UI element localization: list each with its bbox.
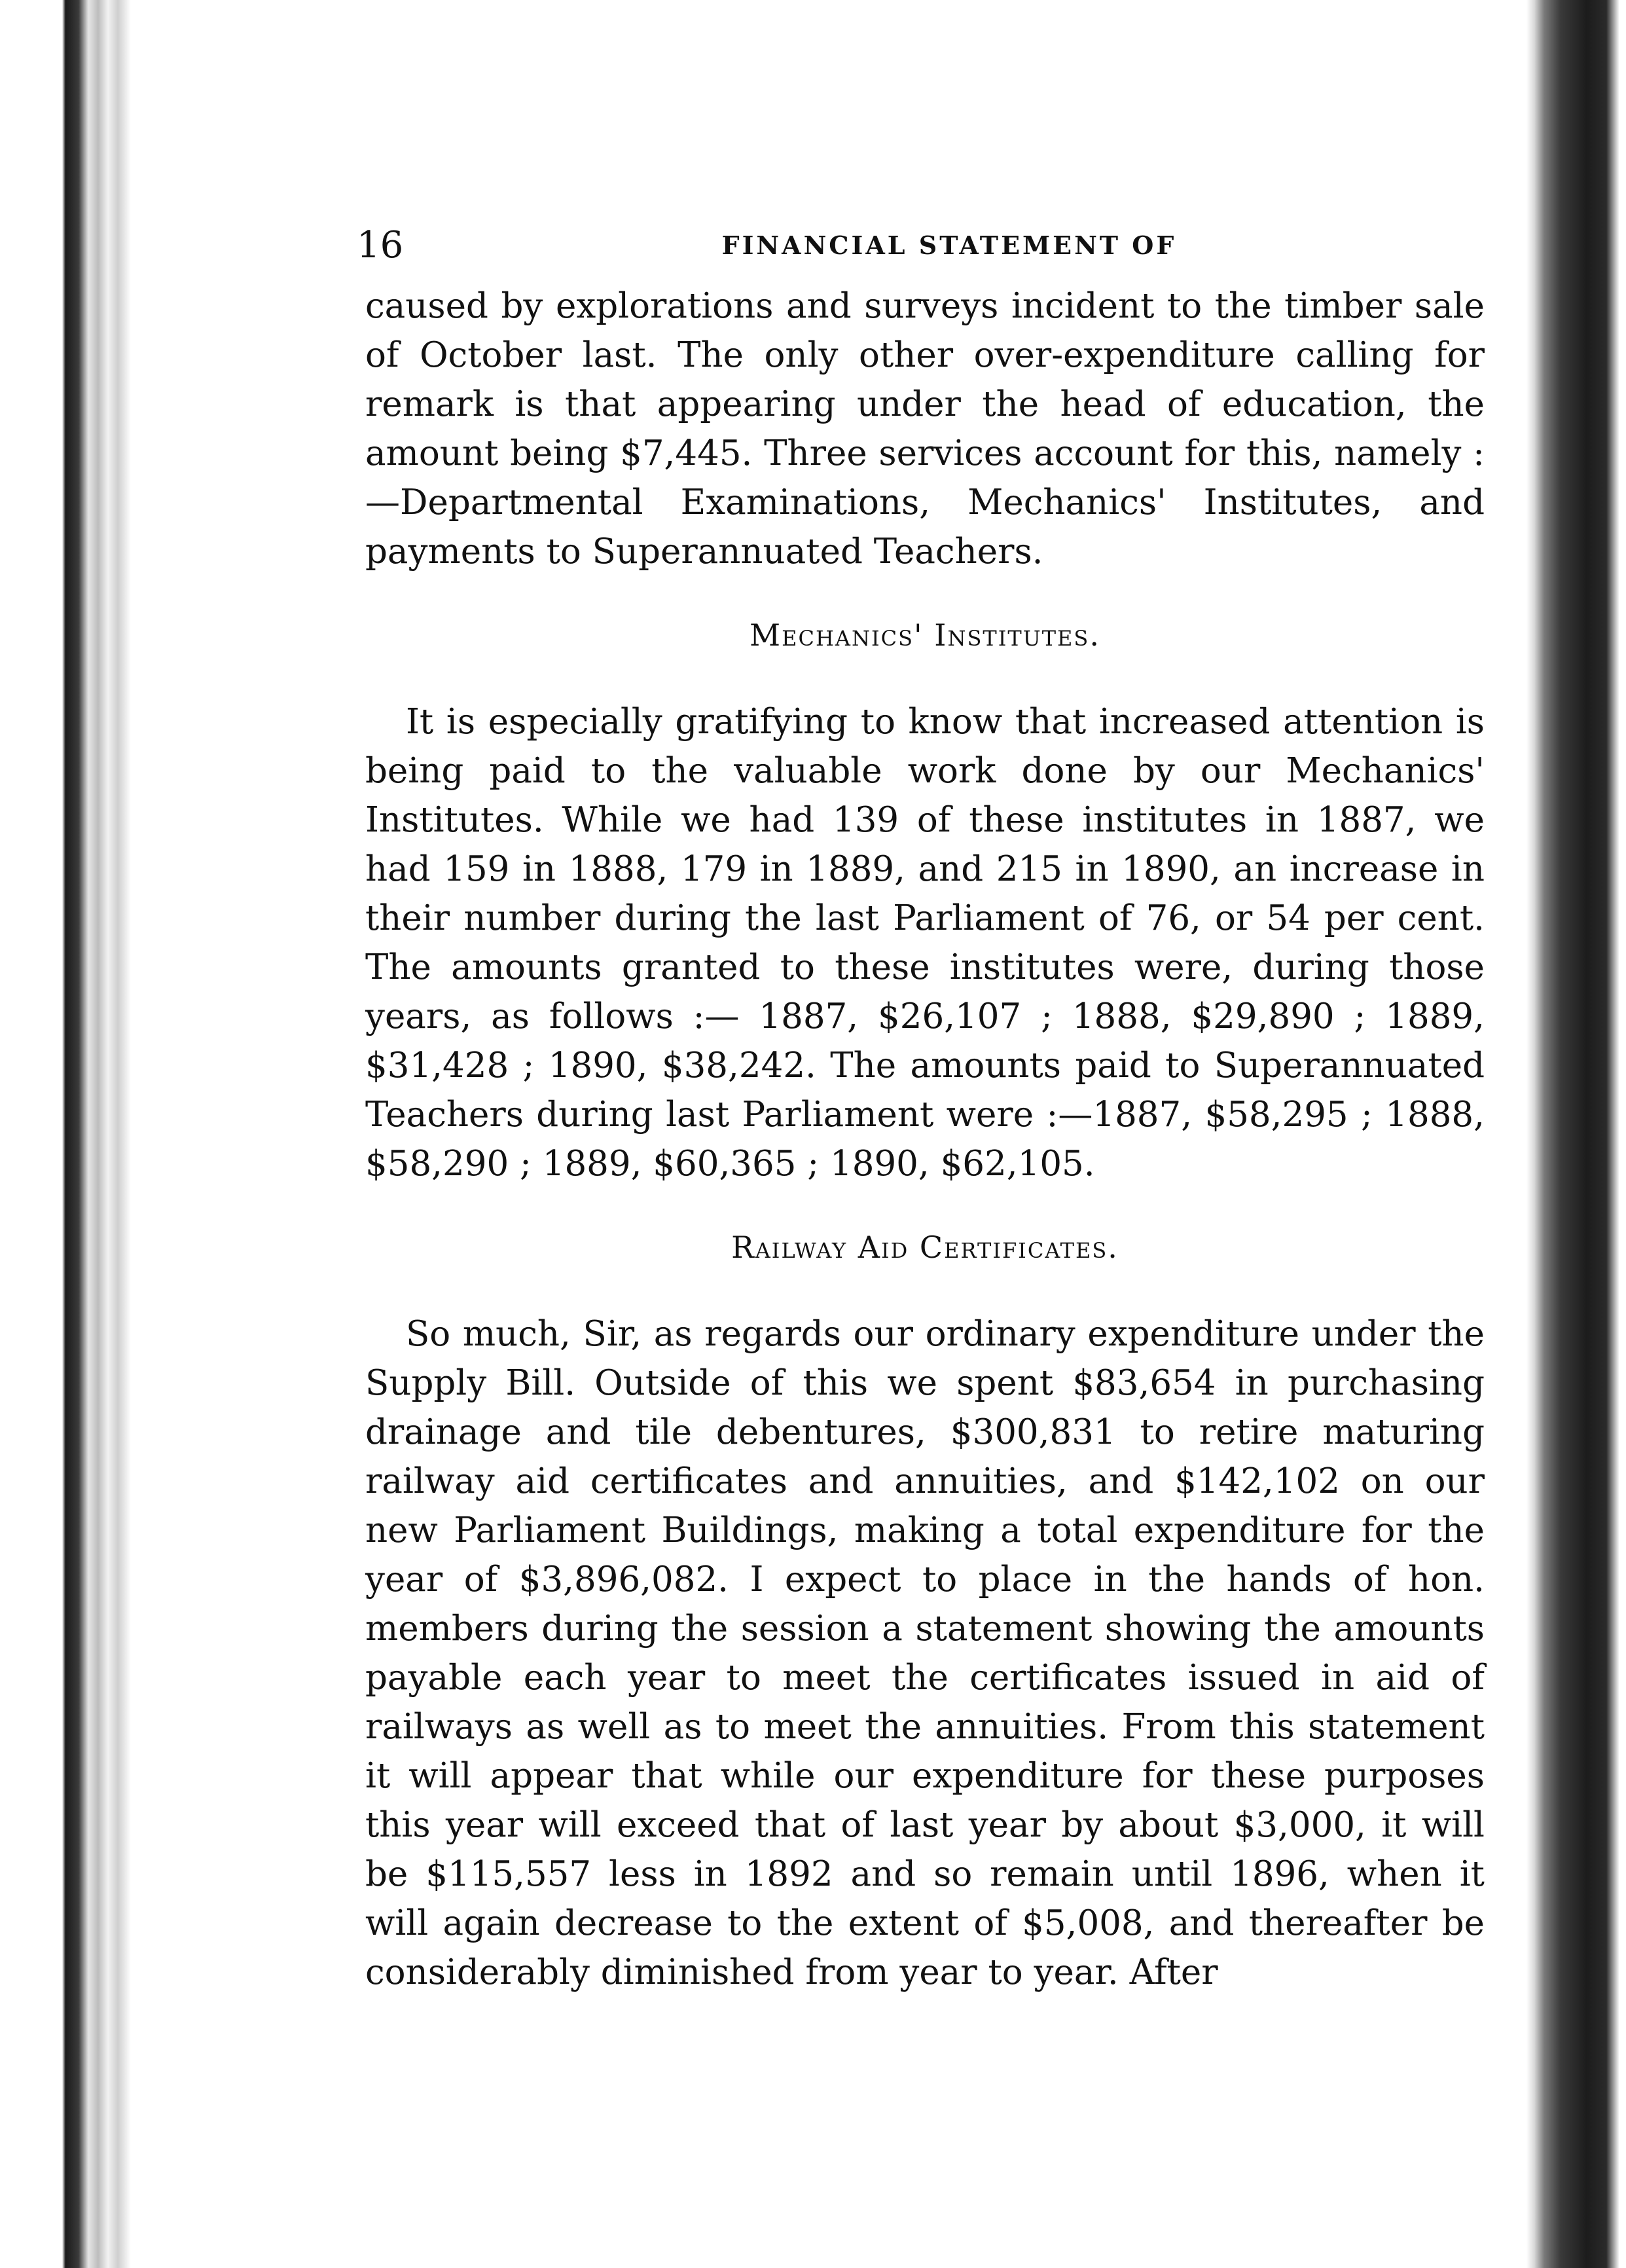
section-heading-railway-aid-certificates: Railway Aid Certificates. [731, 1230, 1119, 1265]
paragraph-mechanics-institutes: It is especially gratifying to know that increased attention is being paid to the valuable work done by our Mechanics' Institutes. While we had 139 of these institutes in 1887, we had 159 in 1888, 179 in 1889, and 215 in 1890, an increase in their number during the last Parliament of 76, or 54 per cent. The amounts granted to these institutes were, during those years, as follows :— 1887, $26,107 ; 1888, $29,890 ; 1889, $31,428 ; 1890, $38,242. The amounts paid to Superannuated Teachers during last Parliament were :—1887, $58,295 ; 1888, $58,290 ; 1889, $60,365 ; 1890, $62,105. [365, 702, 1485, 1184]
binding-gutter [0, 0, 151, 2268]
page-header [357, 216, 1489, 275]
page-edge [1515, 0, 1626, 2268]
section-heading-mechanics-institutes: Mechanics' Institutes. [750, 617, 1100, 653]
running-head: FINANCIAL STATEMENT OF [721, 230, 1177, 260]
paragraph-railway-aid: So much, Sir, as regards our ordinary expenditure under the Supply Bill. Outside of this we spent $83,654 in purchasing drainage and tile debentures, $300,831 to retire maturing railway aid certificates and annuities, and $142,102 on our new Parliament Buildings, making a total expenditure for the year of $3,896,082. I expect to place in the hands of hon. members during the session a statement showing the amounts payable each year to meet the certificates issued in aid of railways as well as to meet the annuities. From this statement it will appear that while our expenditure for these purposes this year will exceed that of last year by about $3,000, it will be $115,557 less in 1892 and so remain until 1896, when it will again decrease to the extent of $5,008, and thereafter be considerably diminished from year to year. After [365, 1314, 1485, 1992]
page-number: 16 [357, 224, 404, 266]
paragraph-expenditure: caused by explorations and surveys incident to the timber sale of October last. The only other over-expenditure calling for remark is that appearing under the head of education, the amount being $7,445. Three services account for this, namely :—Departmental Examinations, Mechanics' Institutes, and payments to Superannuated Teachers. [365, 286, 1485, 572]
page-body [365, 282, 1485, 1997]
